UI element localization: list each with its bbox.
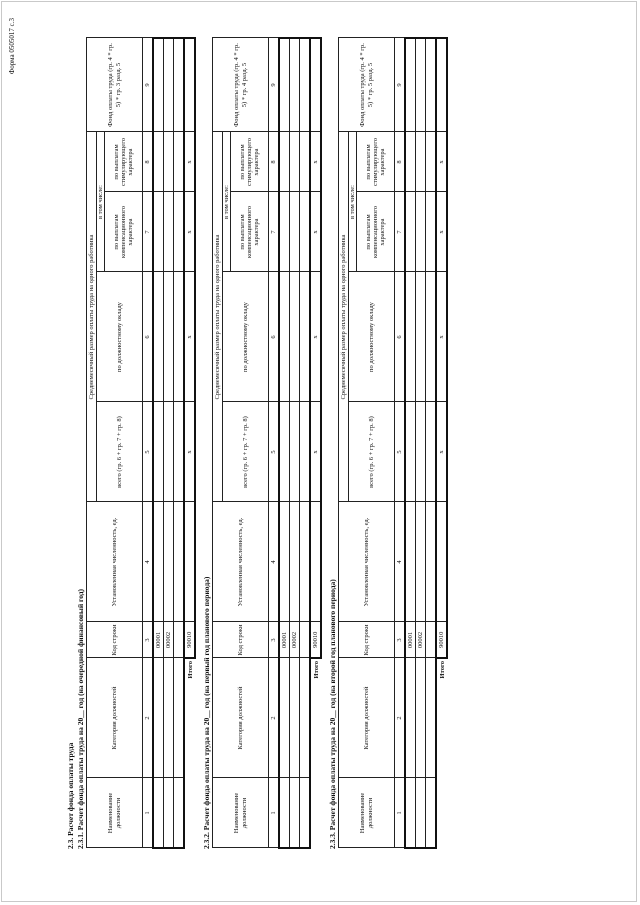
col-number: 5 <box>143 402 154 502</box>
col-number: 5 <box>269 402 280 502</box>
cell-total[interactable] <box>174 402 185 502</box>
col-header-compensation: по выплатам компенсационного характера <box>105 192 143 272</box>
cell-row-code <box>174 622 185 658</box>
cell-fund[interactable] <box>174 38 185 132</box>
col-number: 8 <box>395 132 406 192</box>
cell-fund[interactable] <box>426 38 437 132</box>
cell-fund[interactable] <box>405 38 416 132</box>
cell-row-code <box>300 622 311 658</box>
total-row <box>436 38 447 848</box>
cell-position[interactable] <box>290 778 300 848</box>
total-x: x <box>310 132 321 192</box>
cell-incentive[interactable] <box>416 132 426 192</box>
table-row <box>153 38 164 848</box>
cell-headcount[interactable] <box>164 502 174 622</box>
col-header-in-that: в том числе: <box>349 132 357 272</box>
cell-fund[interactable] <box>300 38 311 132</box>
cell-row-code <box>426 622 437 658</box>
fund-table-3 <box>338 37 448 849</box>
col-header-fund: Фонд оплаты труда (гр. 4 * гр. 5) * гр. 4 разд. 5 <box>213 38 269 132</box>
total-row-code: 90010 <box>310 622 321 658</box>
total-label: Итого <box>186 661 194 679</box>
col-header-in-that: в том числе: <box>97 132 105 272</box>
col-number: 7 <box>395 192 406 272</box>
cell-fund[interactable] <box>279 38 290 132</box>
col-number: 3 <box>143 622 154 658</box>
cell-category[interactable] <box>416 658 426 778</box>
cell-position[interactable] <box>279 778 290 848</box>
cell-salary[interactable] <box>290 272 300 402</box>
col-number: 9 <box>395 38 406 132</box>
cell-total[interactable] <box>164 402 174 502</box>
col-number: 2 <box>395 658 406 778</box>
table-2-title: 2.3.2. Расчет фонда оплаты труда на 20__ год (на первый год планового периода) <box>202 576 211 849</box>
cell-fund[interactable] <box>164 38 174 132</box>
total-row <box>184 38 195 848</box>
cell-total[interactable] <box>290 402 300 502</box>
total-x: x <box>310 272 321 402</box>
col-header-position-name: Наименование должности <box>213 778 269 848</box>
cell-position[interactable] <box>174 778 185 848</box>
cell-headcount[interactable] <box>426 502 437 622</box>
cell-category[interactable] <box>164 658 174 778</box>
total-headcount[interactable] <box>436 502 447 622</box>
cell-compensation[interactable] <box>164 192 174 272</box>
col-header-row-code: Код строки <box>87 622 143 658</box>
cell-incentive[interactable] <box>153 132 164 192</box>
col-header-fund: Фонд оплаты труда (гр. 4 * гр. 5) * гр. 5 разд. 5 <box>339 38 395 132</box>
total-x: x <box>436 192 447 272</box>
col-number: 8 <box>143 132 154 192</box>
total-x: x <box>184 402 195 502</box>
table-row <box>405 38 416 848</box>
col-number: 7 <box>269 192 280 272</box>
cell-row-code: 00002 <box>416 622 426 658</box>
col-header-compensation: по выплатам компенсационного характера <box>357 192 395 272</box>
total-x: x <box>310 402 321 502</box>
col-number: 3 <box>269 622 280 658</box>
col-number: 9 <box>143 38 154 132</box>
col-number: 1 <box>269 778 280 848</box>
col-number: 6 <box>395 272 406 402</box>
table-row <box>164 38 174 848</box>
col-number: 4 <box>269 502 280 622</box>
col-header-total: всего (гр. 6 + гр. 7 + гр. 8) <box>349 402 395 502</box>
total-fund[interactable] <box>184 38 195 132</box>
total-row-code: 90010 <box>184 622 195 658</box>
col-number: 5 <box>395 402 406 502</box>
col-number: 4 <box>395 502 406 622</box>
cell-total[interactable] <box>300 402 311 502</box>
cell-fund[interactable] <box>416 38 426 132</box>
table-row <box>416 38 426 848</box>
cell-fund[interactable] <box>153 38 164 132</box>
cell-row-code: 00001 <box>153 622 164 658</box>
cell-headcount[interactable] <box>153 502 164 622</box>
cell-compensation[interactable] <box>153 192 164 272</box>
cell-category[interactable] <box>153 658 164 778</box>
col-number: 6 <box>143 272 154 402</box>
total-x: x <box>436 272 447 402</box>
cell-salary[interactable] <box>416 272 426 402</box>
cell-incentive[interactable] <box>300 132 311 192</box>
cell-fund[interactable] <box>290 38 300 132</box>
cell-salary[interactable] <box>300 272 311 402</box>
col-number: 1 <box>143 778 154 848</box>
col-header-position-name: Наименование должности <box>87 778 143 848</box>
col-header-category: Категория должностей <box>87 658 143 778</box>
col-header-row-code: Код строки <box>213 622 269 658</box>
col-header-category: Категория должностей <box>339 658 395 778</box>
cell-incentive[interactable] <box>164 132 174 192</box>
total-fund[interactable] <box>310 38 321 132</box>
cell-row-code: 00002 <box>164 622 174 658</box>
col-header-category: Категория должностей <box>213 658 269 778</box>
col-header-avg-pay: Среднемесячный размер оплаты труда на одного работника <box>87 132 97 502</box>
col-header-row-code: Код строки <box>339 622 395 658</box>
cell-category[interactable] <box>405 658 416 778</box>
cell-compensation[interactable] <box>290 192 300 272</box>
col-header-avg-pay: Среднемесячный размер оплаты труда на одного работника <box>339 132 349 502</box>
cell-compensation[interactable] <box>300 192 311 272</box>
cell-category[interactable] <box>279 658 290 778</box>
fund-table-1 <box>86 37 196 849</box>
form-code: Форма 0505017 с.3 <box>8 18 16 75</box>
cell-headcount[interactable] <box>300 502 311 622</box>
total-headcount[interactable] <box>310 502 321 622</box>
col-header-position-name: Наименование должности <box>339 778 395 848</box>
cell-total[interactable] <box>405 402 416 502</box>
cell-compensation[interactable] <box>416 192 426 272</box>
cell-total[interactable] <box>153 402 164 502</box>
cell-position[interactable] <box>416 778 426 848</box>
section-title: 2.3. Расчет фонда оплаты труда <box>66 742 75 849</box>
cell-salary[interactable] <box>279 272 290 402</box>
total-x: x <box>436 402 447 502</box>
cell-category[interactable] <box>290 658 300 778</box>
cell-category[interactable] <box>300 658 311 778</box>
cell-salary[interactable] <box>174 272 185 402</box>
col-header-avg-pay: Среднемесячный размер оплаты труда на одного работника <box>213 132 223 502</box>
table-row <box>174 38 185 848</box>
cell-headcount[interactable] <box>279 502 290 622</box>
total-headcount[interactable] <box>184 502 195 622</box>
cell-total[interactable] <box>416 402 426 502</box>
col-number: 8 <box>269 132 280 192</box>
table-row <box>279 38 290 848</box>
cell-row-code: 00001 <box>279 622 290 658</box>
total-x: x <box>184 192 195 272</box>
col-header-salary: по должностному окладу <box>97 272 143 402</box>
cell-incentive[interactable] <box>290 132 300 192</box>
table-row <box>290 38 300 848</box>
total-label: Итого <box>438 661 446 679</box>
total-x: x <box>184 272 195 402</box>
col-header-total: всего (гр. 6 + гр. 7 + гр. 8) <box>223 402 269 502</box>
cell-incentive[interactable] <box>174 132 185 192</box>
cell-headcount[interactable] <box>416 502 426 622</box>
cell-compensation[interactable] <box>405 192 416 272</box>
col-header-incentive: по выплатам стимулирующего характера <box>357 132 395 192</box>
cell-incentive[interactable] <box>426 132 437 192</box>
col-header-compensation: по выплатам компенсационного характера <box>231 192 269 272</box>
total-label: Итого <box>312 661 320 679</box>
table-row <box>300 38 311 848</box>
col-number: 1 <box>395 778 406 848</box>
cell-category[interactable] <box>174 658 185 778</box>
cell-salary[interactable] <box>405 272 416 402</box>
col-header-incentive: по выплатам стимулирующего характера <box>105 132 143 192</box>
table-3-title: 2.3.3. Расчет фонда оплаты труда на 20__ год (на второй год планового периода) <box>328 579 337 849</box>
cell-salary[interactable] <box>153 272 164 402</box>
total-x: x <box>310 192 321 272</box>
cell-incentive[interactable] <box>279 132 290 192</box>
col-number: 2 <box>269 658 280 778</box>
total-row-code: 90010 <box>436 622 447 658</box>
total-row <box>310 38 321 848</box>
col-header-headcount: Установленная численность, ед. <box>87 502 143 622</box>
col-number: 2 <box>143 658 154 778</box>
cell-row-code: 00002 <box>290 622 300 658</box>
cell-position[interactable] <box>153 778 164 848</box>
table-row <box>426 38 437 848</box>
cell-salary[interactable] <box>164 272 174 402</box>
col-header-total: всего (гр. 6 + гр. 7 + гр. 8) <box>97 402 143 502</box>
cell-headcount[interactable] <box>405 502 416 622</box>
col-number: 7 <box>143 192 154 272</box>
cell-total[interactable] <box>279 402 290 502</box>
cell-compensation[interactable] <box>174 192 185 272</box>
cell-category[interactable] <box>426 658 437 778</box>
cell-position[interactable] <box>164 778 174 848</box>
col-header-headcount: Установленная численность, ед. <box>339 502 395 622</box>
col-number: 6 <box>269 272 280 402</box>
cell-row-code: 00001 <box>405 622 416 658</box>
col-header-in-that: в том числе: <box>223 132 231 272</box>
col-header-headcount: Установленная численность, ед. <box>213 502 269 622</box>
cell-compensation[interactable] <box>279 192 290 272</box>
cell-headcount[interactable] <box>174 502 185 622</box>
total-fund[interactable] <box>436 38 447 132</box>
cell-position[interactable] <box>300 778 311 848</box>
cell-position[interactable] <box>405 778 416 848</box>
total-x: x <box>436 132 447 192</box>
cell-compensation[interactable] <box>426 192 437 272</box>
cell-salary[interactable] <box>426 272 437 402</box>
col-header-salary: по должностному окладу <box>349 272 395 402</box>
col-number: 4 <box>143 502 154 622</box>
col-header-salary: по должностному окладу <box>223 272 269 402</box>
fund-table-2 <box>212 37 322 849</box>
cell-incentive[interactable] <box>405 132 416 192</box>
col-number: 9 <box>269 38 280 132</box>
cell-position[interactable] <box>426 778 437 848</box>
col-number: 3 <box>395 622 406 658</box>
table-1-title: 2.3.1. Расчет фонда оплаты труда на 20__ год (на очередной финансовый год) <box>76 588 85 849</box>
cell-total[interactable] <box>426 402 437 502</box>
col-header-fund: Фонд оплаты труда (гр. 4 * гр. 5) * гр. 3 разд. 5 <box>87 38 143 132</box>
total-x: x <box>184 132 195 192</box>
col-header-incentive: по выплатам стимулирующего характера <box>231 132 269 192</box>
cell-headcount[interactable] <box>290 502 300 622</box>
